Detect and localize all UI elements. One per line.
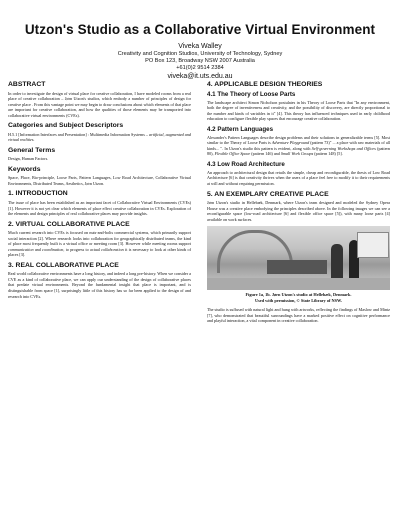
photo-floor xyxy=(207,278,390,290)
photo-table xyxy=(267,260,327,274)
vcp-text-b: communication xyxy=(8,246,34,252)
loose-parts-text: The landscape architect Simon Nicholson postulates in his Theory of Loose Parts that "In any environment, both the degree of inventiveness and creativity, and the possibility of discovery, are directly proportional to the number and kinds of variables in it" [4]. This theory has influenced techniques used in early childhood education to configure flexible play spaces that encourage creative collaboration. xyxy=(207,99,390,122)
general-terms-text: Design, Human Factors. xyxy=(8,156,49,162)
pattern-languages-heading: 4.2 Pattern Languages xyxy=(207,125,274,133)
abstract-text: In order to investigate the design of virtual place for creative collaboration, I have modeled rooms from a real place of creative collaboration – Jørn Utzon's studios, which embody a number of principles of design for creative place . From this vantage point we may begin to draw conclusions about which elements of that place are important for creative collaboration, and how the qualities of those elements may be transported into collaborative virtual environments (CVEs). xyxy=(8,90,191,118)
author-block xyxy=(0,42,400,81)
figure-caption-line: Figure 1a, 1b. Jørn Utzon's studio at Hellebæk, Denmark. xyxy=(245,292,352,298)
pl-text-g: (pattern 146) and xyxy=(251,151,280,157)
left-column xyxy=(8,81,191,303)
vcp-text-a: Much current research into CVEs is focused on nuts-and-bolts commercial systems, which primarily support social interaction [2]. Where research looks into collaboration for geographically distributed teams, the kind of place most frequently built is a virtual office or meeting room [3]. However while meeting rooms support xyxy=(8,230,191,247)
abstract-heading: ABSTRACT xyxy=(8,81,46,88)
pl-text-f: Flexible Office Space xyxy=(214,151,251,157)
pl-text-c: (pattern 73)" ... a place with raw materials of all kinds... ". In Utzon's studio this pattern is evident, along with xyxy=(207,140,390,151)
pl-text-a: Alexander's Pattern Languages describe design problems and their solutions in generalizable terms [5]. Most similar to the Theory of Loose Parts is xyxy=(207,134,390,146)
pl-text-b: Adventure Playground xyxy=(271,140,310,146)
studio-light-text: The studio is suffused with natural light and hung with artworks, reflecting the findings of Maslow and Mintz [7], who demonstrated that beautiful surroundings have a marked positive effect on cognitive performance and playful interaction, a vital component in creative collaboration. xyxy=(207,307,390,324)
figure-caption xyxy=(207,292,390,303)
studio-photo xyxy=(207,226,390,290)
right-column xyxy=(207,81,390,328)
introduction-heading: 1. INTRODUCTION xyxy=(8,190,68,198)
photo-person xyxy=(331,244,343,280)
pl-text-i: (pattern 148) [5]. xyxy=(314,151,343,157)
design-theories-heading: 4. APPLICABLE DESIGN THEORIES xyxy=(207,81,323,88)
vcp-text-c: and xyxy=(34,246,41,252)
categories-heading: Categories and Subject Descriptors xyxy=(8,122,124,130)
real-collaborative-place-text: Real world collaborative environments have a long history, and indeed a long pre-history. When we consider a CVE as a kind of collaborative place, we can apply our understanding of the design of collaborative places that predate virtual environments. Beyond the fundamental insight that place is important, and is distinguishable from space [1], surprisingly little of this history has so far been applied to the design of and research into CVEs. xyxy=(8,271,191,299)
categories-text-a: H.5.1 [Information Interfaces and Presentation] : Multimedia Information Systems – xyxy=(8,131,148,137)
loose-parts-heading: 4.1 The Theory of Loose Parts xyxy=(207,90,296,98)
vcp-text-g: it is necessary to look at other kinds of places [3]. xyxy=(8,246,191,258)
author-name: Viveka Walley xyxy=(178,43,222,50)
vcp-text-f: collaboration xyxy=(101,246,124,252)
exemplary-place-heading: 5. AN EXEMPLARY CREATIVE PLACE xyxy=(207,190,329,198)
photo-screen xyxy=(357,232,389,258)
categories-text-b: artificial, augmented and virtual realities. xyxy=(8,131,191,143)
vcp-text-e: to progress to actual xyxy=(65,246,100,252)
exemplary-place-text: Jørn Utzon's studio in Hellebæk, Denmark, where Utzon's team designed and modeled the Sydney Opera House was a creative place embodying the principles described above. In the following images we can see a reconfigurable space (low-road architecture [6] and flexible office space [5]), with many loose parts [4] available on work surfaces. xyxy=(207,200,390,222)
vcp-text-d: coordination, xyxy=(42,246,65,252)
introduction-text: The issue of place has been established as an important facet of Collaborative Virtual Environments (CVEs) [1]. However it is not yet clear which elements of place effect creative collaboration in CVEs. Exploration of the elements and design principles of real collaborative places may provide insights. xyxy=(8,199,191,217)
paper-title: Utzon's Studio as a Collaborative Virtual Environment xyxy=(24,22,376,37)
pattern-languages-text xyxy=(207,135,390,157)
categories-text xyxy=(8,132,191,143)
real-collaborative-place-heading: 3. REAL COLLABORATIVE PLACE xyxy=(8,261,119,269)
author-email[interactable]: viveka@it.uts.edu.au xyxy=(167,73,233,80)
virtual-collaborative-place-text xyxy=(8,230,191,258)
pl-text-d: Self-governing Workshops and Offices xyxy=(311,145,376,151)
low-road-architecture-text: An approach to architectural design that retails the simple, cheap and reconfigurable, the thesis of Low Road Architecture [6] is that creativity thrives when the users of a place feel free to modify it to their requirements at will and without requiring permission. xyxy=(207,169,390,186)
author-address: PO Box 123, Broadway NSW 2007 Australia xyxy=(145,58,255,64)
pl-text-h: Small Work Groups xyxy=(280,151,314,157)
author-affiliation: Creativity and Cognition Studios, University of Technology, Sydney xyxy=(117,51,283,57)
pl-text-e: (pattern 80), xyxy=(207,145,390,157)
low-road-architecture-heading: 4.3 Low Road Architecture xyxy=(207,160,285,168)
author-phone: +61(0)2 9514 2384 xyxy=(176,65,224,71)
figure-caption-line: Used with permission, © State Library of NSW. xyxy=(255,297,342,303)
virtual-collaborative-place-heading: 2. VIRTUAL COLLABORATIVE PLACE xyxy=(8,220,130,228)
keywords-text: Space, Place, Bio-principle, Loose Parts, Pattern Languages, Low Road Architecture, Collaborative Virtual Environments, Distributed Teams, Aesthetics, Jørn Utzon. xyxy=(8,175,191,186)
general-terms-heading: General Terms xyxy=(8,146,56,154)
keywords-heading: Keywords xyxy=(8,165,41,173)
